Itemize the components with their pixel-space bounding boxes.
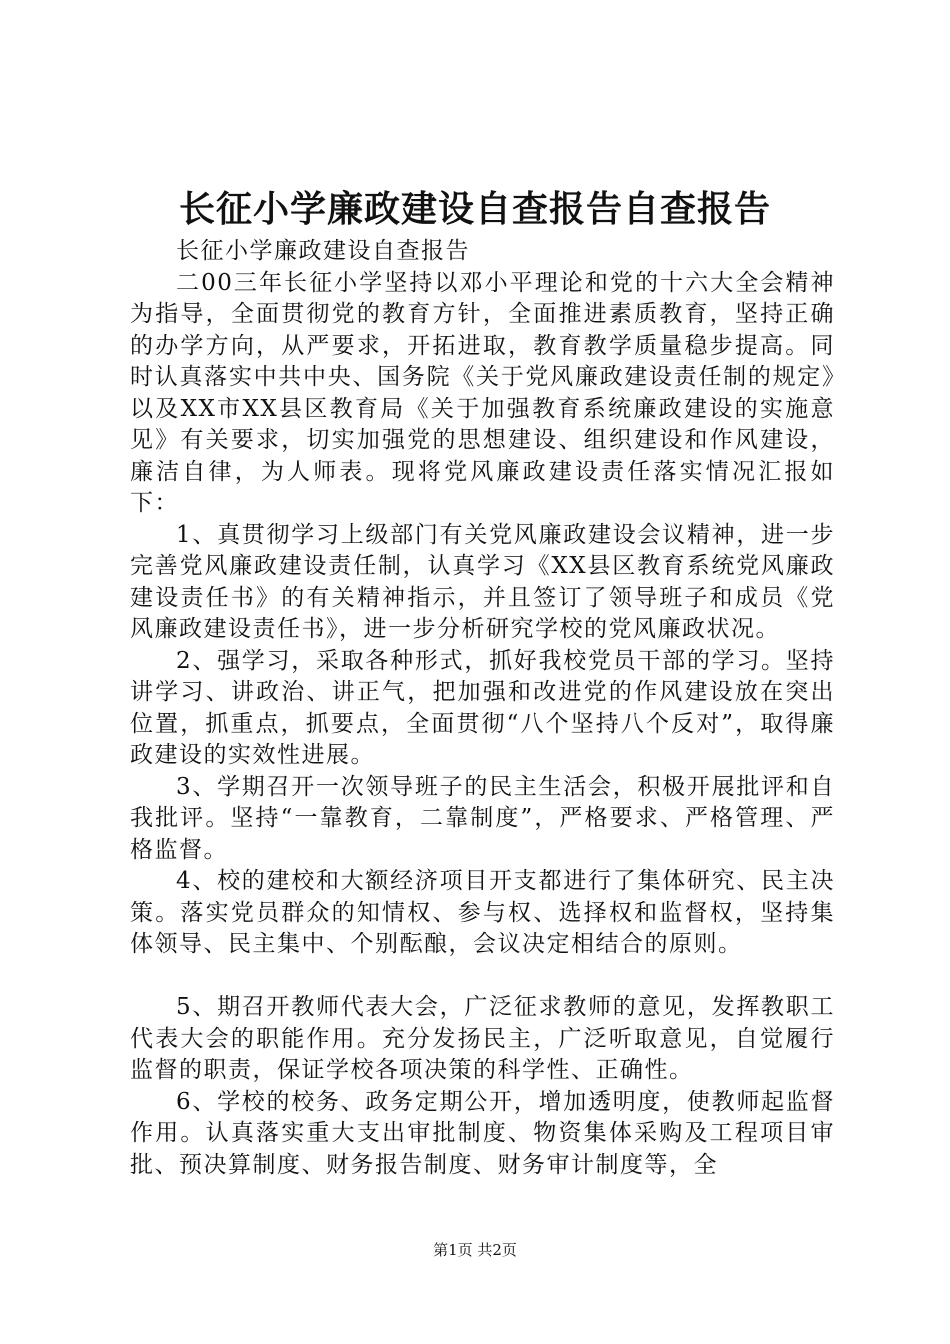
document-title: 长征小学廉政建设自查报告自查报告 xyxy=(178,188,771,230)
paragraph-subtitle: 长征小学廉政建设自查报告 xyxy=(176,238,470,264)
page-footer: 第1页 共2页 xyxy=(433,1241,517,1259)
document-body xyxy=(130,236,835,1181)
paragraph-item-5: 5、期召开教师代表大会，广泛征求教师的意见，发挥教职工代表大会的职能作用。充分发扬民主，广泛听取意见，自觉履行监督的职责，保证学校各项决策的科学性、正确性。 xyxy=(130,994,835,1083)
paragraph-intro: 二00三年长征小学坚持以邓小平理论和党的十六大全会精神为指导，全面贯彻党的教育方针，全面推进素质教育，坚持正确的办学方向，从严要求，开拓进取，教育教学质量稳步提高。同时认真落实中共中央、国务院《关于党风廉政建设责任制的规定》以及XX市XX县区教育局《关于加强教育系统廉政建设的实施意见》有关要求，切实加强党的思想建设、组织建设和作风建设，廉洁自律，为人师表。现将党风廉政建设责任落实情况汇报如下： xyxy=(130,269,835,516)
paragraph-item-3: 3、学期召开一次领导班子的民主生活会，积极开展批评和自我批评。坚持“一靠教育，二靠制度”，严格要求、严格管理、严格监督。 xyxy=(130,773,835,863)
paragraph-item-6: 6、学校的校务、政务定期公开，增加透明度，使教师起监督作用。认真落实重大支出审批制度、物资集体采购及工程项目审批、预决算制度、财务报告制度、财务审计制度等，全 xyxy=(130,1088,835,1178)
paragraph-item-2: 2、强学习，采取各种形式，抓好我校党员干部的学习。坚持讲学习、讲政治、讲正气，把加强和改进党的作风建设放在突出位置，抓重点，抓要点，全面贯彻“八个坚持八个反对”，取得廉政建设的实效性进展。 xyxy=(130,647,835,768)
paragraph-item-1: 1、真贯彻学习上级部门有关党风廉政建设会议精神，进一步完善党风廉政建设责任制，认真学习《XX县区教育系统党风廉政建设责任书》的有关精神指示，并且签订了领导班子和成员《党风廉政建设责任书》，进一步分析研究学校的党风廉政状况。 xyxy=(130,521,835,642)
paragraph-item-4: 4、校的建校和大额经济项目开支都进行了集体研究、民主决策。落实党员群众的知情权、参与权、选择权和监督权，坚持集体领导、民主集中、个别酝酿，会议决定相结合的原则。 xyxy=(130,868,835,957)
